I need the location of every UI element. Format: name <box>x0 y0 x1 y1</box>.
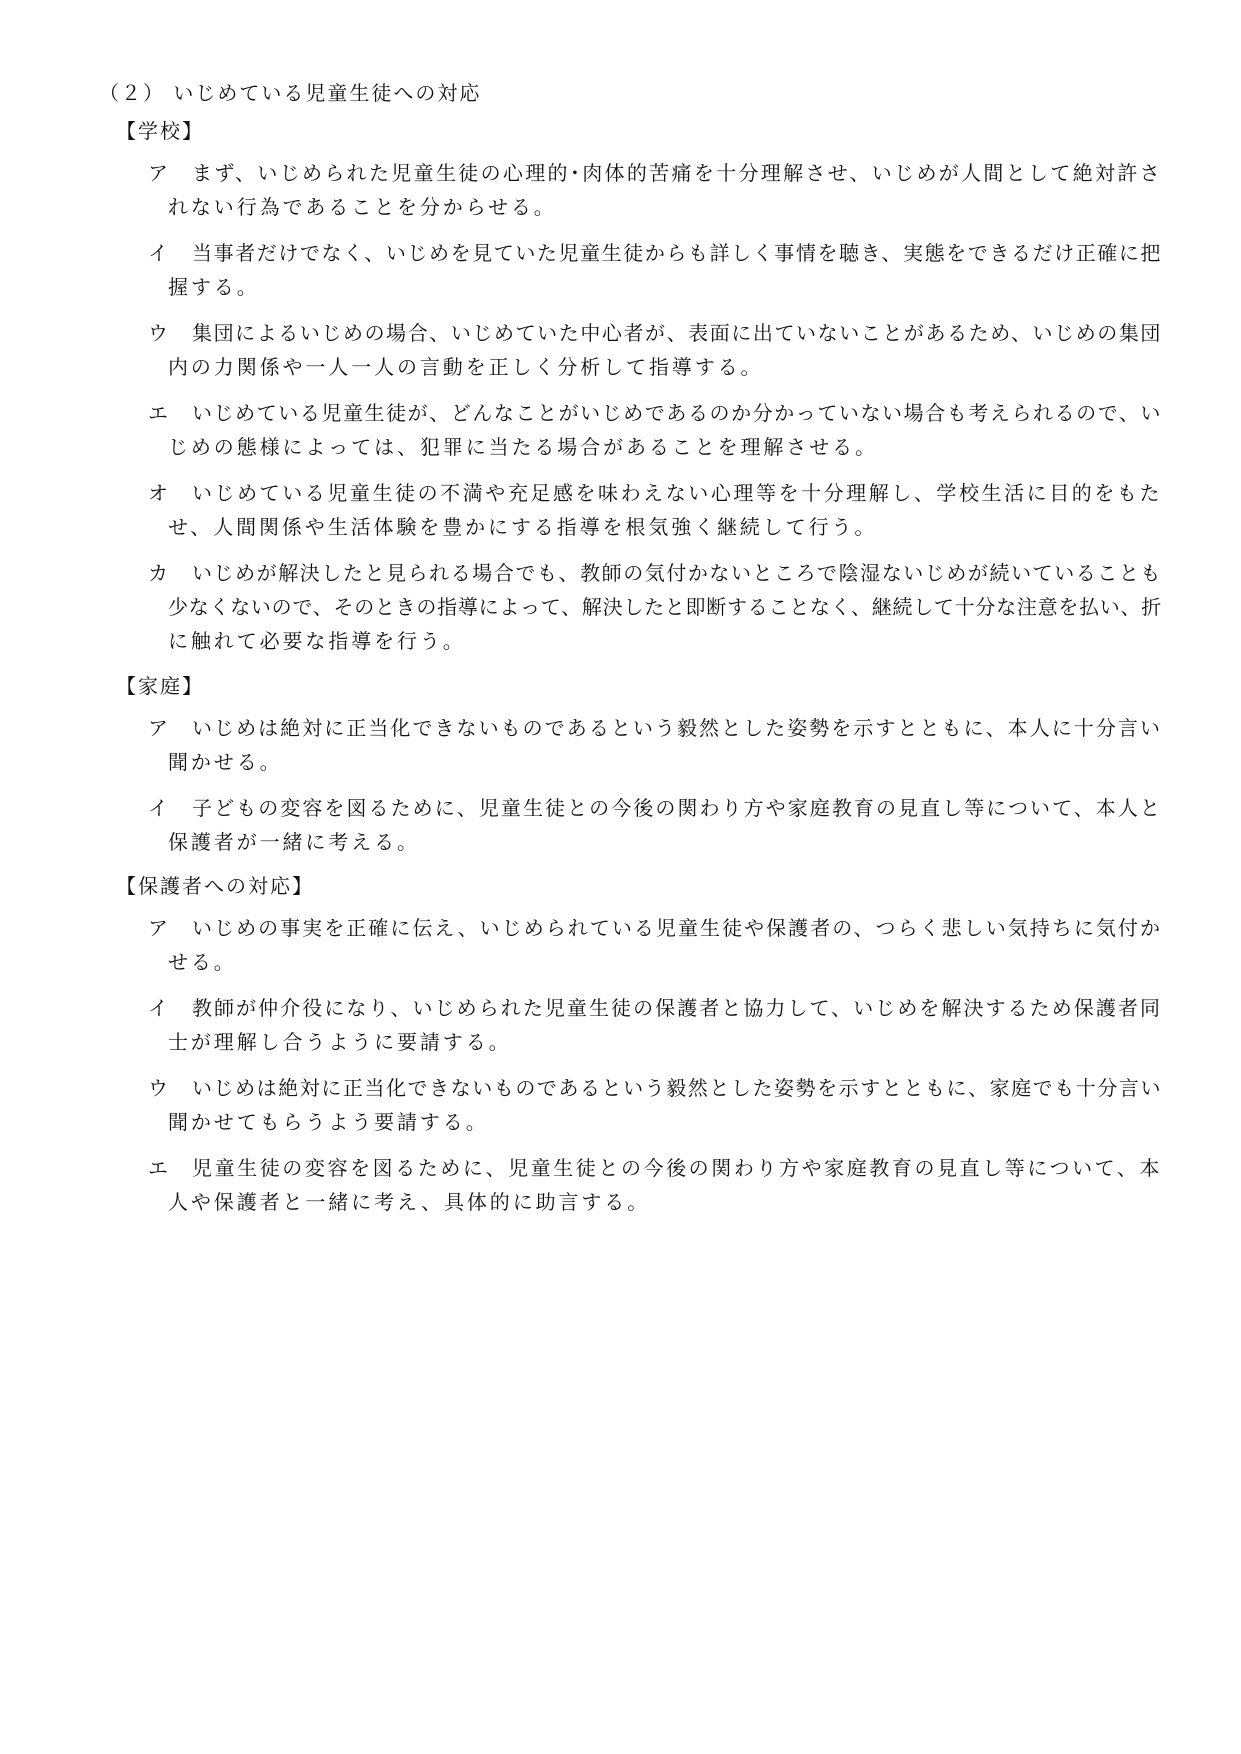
section-heading: （２） いじめている児童生徒への対応 <box>99 81 482 105</box>
item-line: いじめている児童生徒の不満や充足感を味わえない心理等を十分理解し、学校生活に目的をもた <box>192 481 1162 505</box>
item-marker: イ <box>148 241 168 265</box>
item-line: 士が理解し合うように要請する。 <box>168 1030 512 1054</box>
item-line: いじめている児童生徒が、どんなことがいじめであるのか分かっていない場合も考えられるので、い <box>192 401 1162 425</box>
item-marker: ア <box>148 916 168 940</box>
item-line: せ、人間関係や生活体験を豊かにする指導を根気強く継続して行う。 <box>168 515 878 539</box>
item-line: まず、いじめられた児童生徒の心理的･肉体的苦痛を十分理解させ、いじめが人間として絶対許さ <box>192 161 1162 185</box>
item-marker: エ <box>148 401 168 425</box>
item-line: いじめの事実を正確に伝え、いじめられている児童生徒や保護者の、つらく悲しい気持ちに気付か <box>192 916 1162 940</box>
item-line: れない行為であることを分からせる。 <box>168 195 557 219</box>
item-line: いじめは絶対に正当化できないものであるという毅然とした姿勢を示すとともに、本人に十分言い <box>192 716 1162 740</box>
item-line: 集団によるいじめの場合、いじめていた中心者が、表面に出ていないことがあるため、いじめの集団 <box>192 321 1162 345</box>
item-line: 保護者が一緒に考える。 <box>168 830 420 854</box>
item-marker: イ <box>148 996 168 1020</box>
item-line: 当事者だけでなく、いじめを見ていた児童生徒からも詳しく事情を聴き、実態をできるだけ正確に把 <box>192 241 1162 265</box>
item-line: 内の力関係や一人一人の言動を正しく分析して指導する。 <box>168 355 764 379</box>
item-line: せる。 <box>168 950 237 974</box>
item-line: に触れて必要な指導を行う。 <box>168 629 466 653</box>
section-title: 【学校】 <box>116 119 204 143</box>
item-line: いじめは絶対に正当化できないものであるという毅然とした姿勢を示すとともに、家庭でも十分言い <box>192 1076 1162 1100</box>
item-marker: オ <box>148 481 168 505</box>
item-line: 握する。 <box>168 275 260 299</box>
item-marker: エ <box>148 1156 168 1180</box>
item-line: 少なくないので、そのときの指導によって、解決したと即断することなく、継続して十分な注意を払い、折 <box>168 595 1162 619</box>
item-line: 人や保護者と一緒に考え、具体的に助言する。 <box>168 1190 651 1214</box>
item-marker: イ <box>148 796 168 820</box>
item-marker: カ <box>148 561 168 585</box>
section-title: 【保護者への対応】 <box>116 874 314 898</box>
item-line: 児童生徒の変容を図るために、児童生徒との今後の関わり方や家庭教育の見直し等について、本 <box>192 1156 1162 1180</box>
item-line: 聞かせる。 <box>168 750 283 774</box>
section-title: 【家庭】 <box>116 674 204 698</box>
item-marker: ア <box>148 161 168 185</box>
item-marker: ウ <box>148 321 168 345</box>
item-marker: ア <box>148 716 168 740</box>
item-line: 聞かせてもらうよう要請する。 <box>168 1110 489 1134</box>
item-line: じめの態様によっては、犯罪に当たる場合があることを理解させる。 <box>168 435 878 459</box>
item-line: 教師が仲介役になり、いじめられた児童生徒の保護者と協力して、いじめを解決するため保護者同 <box>192 996 1162 1020</box>
item-line: 子どもの変容を図るために、児童生徒との今後の関わり方や家庭教育の見直し等について、本人と <box>192 796 1162 820</box>
item-line: いじめが解決したと見られる場合でも、教師の気付かないところで陰湿ないじめが続いていることも <box>192 561 1162 585</box>
item-marker: ウ <box>148 1076 168 1100</box>
